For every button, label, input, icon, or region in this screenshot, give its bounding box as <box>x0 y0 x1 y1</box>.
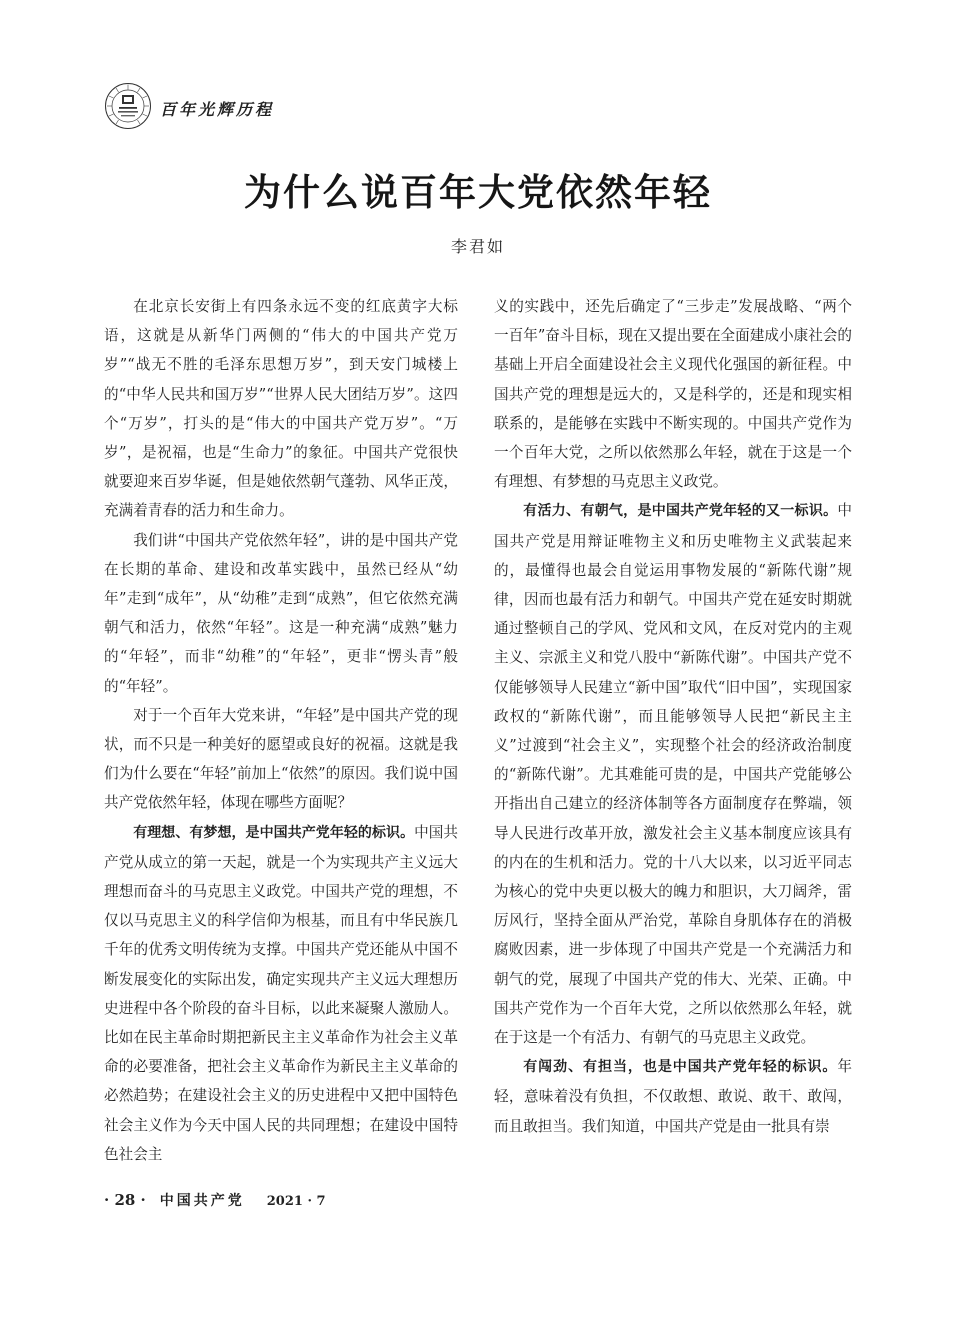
page-footer <box>104 1190 326 1210</box>
right-column <box>494 292 852 1141</box>
left-column <box>104 292 458 1169</box>
institute-seal-icon <box>104 82 152 130</box>
paragraph-text: 中国共产党是用辩证唯物主义和历史唯物主义武装起来的，最懂得也最会自觉运用事物发展的“新陈代谢”规律，因而也最有活力和朝气。中国共产党在延安时期就通过整顿自己的学风、党风和文风，在反对党内的主观主义、宗派主义和党八股中“新陈代谢”。中国共产党不仅能够领导人民建立“新中国”取代“旧中国”，实现国家政权的“新陈代谢”，而且能够领导人民把“新民主主义”过渡到“社会主义”，实现整个社会的经济政治制度的“新陈代谢”。尤其难能可贵的是，中国共产党能够公开指出自己建立的经济体制等各方面制度存在弊端，领导人民进行改革开放，激发社会主义基本制度应该具有的内在的生机和活力。党的十八大以来，以习近平同志为核心的党中央更以极大的魄力和胆识，大刀阔斧，雷厉风行，坚持全面从严治党，革除自身肌体存在的消极腐败因素，进一步体现了中国共产党是一个充满活力和朝气的党，展现了中国共产党的伟大、光荣、正确。中国共产党作为一个百年大党，之所以依然那么年轻，就在于这是一个有活力、有朝气的马克思主义政党。 <box>494 502 852 1047</box>
page-number: · 28 · <box>104 1191 146 1209</box>
journal-name: 中国共产党 <box>159 1193 245 1209</box>
section-name: 百年光辉历程 <box>160 99 275 119</box>
paragraph: 我们讲“中国共产党依然年轻”，讲的是中国共产党在长期的革命、建设和改革实践中，虽然已经从“幼年”走到“成年”，从“幼稚”走到“成熟”，但它依然充满朝气和活力，依然“年轻”。这是一种充满“成熟”魅力的“年轻”，而非“幼稚”的“年轻”，更非“愣头青”般的“年轻”。 <box>104 531 458 695</box>
paragraph <box>494 496 852 1052</box>
subheading: 有闯劲、有担当，也是中国共产党年轻的标识。 <box>523 1059 838 1076</box>
paragraph-text: 中国共产党从成立的第一天起，就是一个为实现共产主义远大理想而奋斗的马克思主义政党。中国共产党的理想，不仅以马克思主义的科学信仰为根基，而且有中华民族几千年的优秀文明传统为支撑。中国共产党还能从中国不断发展变化的实际出发，确定实现共产主义远大理想历史进程中各个阶段的奋斗目标，以此来凝聚人激励人。比如在民主革命时期把新民主主义革命作为社会主义革命的必要准备，把社会主义革命作为新民主主义革命的必然趋势；在建设社会主义的历史进程中又把中国特色社会主义作为今天中国人民的共同理想；在建设中国特色社会主 <box>104 823 458 1163</box>
subheading: 有活力、有朝气，是中国共产党年轻的又一标识。 <box>523 503 838 520</box>
paragraph-text: 年轻，意味着没有负担，不仅敢想、敢说、敢干、敢闯，而且敢担当。我们知道，中国共产党是由一批具有崇 <box>494 1058 852 1135</box>
article-author: 李君如 <box>450 237 505 256</box>
article-title: 为什么说百年大党依然年轻 <box>244 171 712 214</box>
paragraph <box>104 818 458 1169</box>
paragraph: 对于一个百年大党来讲，“年轻”是中国共产党的现状，而不只是一种美好的愿望或良好的祝福。这就是我们为什么要在“年轻”前加上“依然”的原因。我们说中国共产党依然年轻，体现在哪些方面呢？ <box>104 706 458 812</box>
paragraph: 义的实践中，还先后确定了“三步走”发展战略、“两个一百年”奋斗目标，现在又提出要在全面建成小康社会的基础上开启全面建设社会主义现代化强国的新征程。中国共产党的理想是远大的，又是科学的，还是和现实相联系的，是能够在实践中不断实现的。中国共产党作为一个百年大党，之所以依然那么年轻，就在于这是一个有理想、有梦想的马克思主义政党。 <box>494 298 852 491</box>
subheading: 有理想、有梦想，是中国共产党年轻的标识。 <box>133 824 415 841</box>
paragraph: 在北京长安街上有四条永远不变的红底黄字大标语，这就是从新华门两侧的“伟大的中国共产党万岁”“战无不胜的毛泽东思想万岁”，到天安门城楼上的“中华人民共和国万岁”“世界人民大团结万岁”。这四个“万岁”，打头的是“伟大的中国共产党万岁”。“万岁”，是祝福，也是“生命力”的象征。中国共产党很快就要迎来百岁华诞，但是她依然朝气蓬勃、风华正茂，充满着青春的活力和生命力。 <box>104 298 458 520</box>
issue-number: 2021 · 7 <box>266 1194 326 1209</box>
paragraph <box>494 1052 852 1141</box>
running-header <box>104 84 274 128</box>
